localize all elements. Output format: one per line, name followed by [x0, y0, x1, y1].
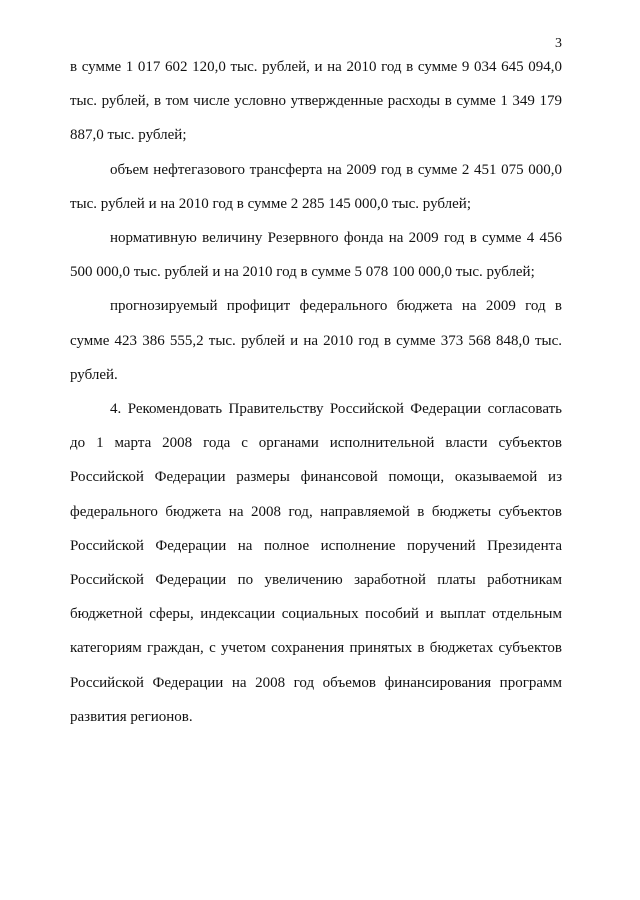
page-number: 3	[555, 36, 562, 51]
paragraph-continuation: в сумме 1 017 602 120,0 тыс. рублей, и на 2010 год в сумме 9 034 645 094,0 тыс. рублей, в том числе условно утвержденные расходы в сумме 1 349 179 887,0 тыс. рублей;	[70, 59, 562, 144]
paragraph-oil-gas-transfer: объем нефтегазового трансферта на 2009 год в сумме 2 451 075 000,0 тыс. рублей и на 2010 год в сумме 2 285 145 000,0 тыс. рублей;	[70, 161, 562, 212]
paragraph-reserve-fund: нормативную величину Резервного фонда на 2009 год в сумме 4 456 500 000,0 тыс. рублей и на 2010 год в сумме 5 078 100 000,0 тыс. рублей;	[70, 230, 562, 281]
paragraph-item-4: 4. Рекомендовать Правительству Российской Федерации согласовать до 1 марта 2008 года с органами исполнительной власти субъектов Российской Федерации размеры финансовой помощи, оказываемой из федерального бюджета на 2008 год, направляемой в бюджеты субъектов Российской Федерации на полное исполнение поручений Президента Российской Федерации по увеличению заработной платы работникам бюджетной сферы, индексации социальных пособий и выплат отдельным категориям граждан, с учетом сохранения принятых в бюджетах субъектов Российской Федерации на 2008 год объемов финансирования программ развития регионов.	[70, 401, 562, 725]
document-body	[70, 50, 562, 734]
paragraph-budget-surplus: прогнозируемый профицит федерального бюджета на 2009 год в сумме 423 386 555,2 тыс. рублей и на 2010 год в сумме 373 568 848,0 тыс. рублей.	[70, 298, 562, 383]
